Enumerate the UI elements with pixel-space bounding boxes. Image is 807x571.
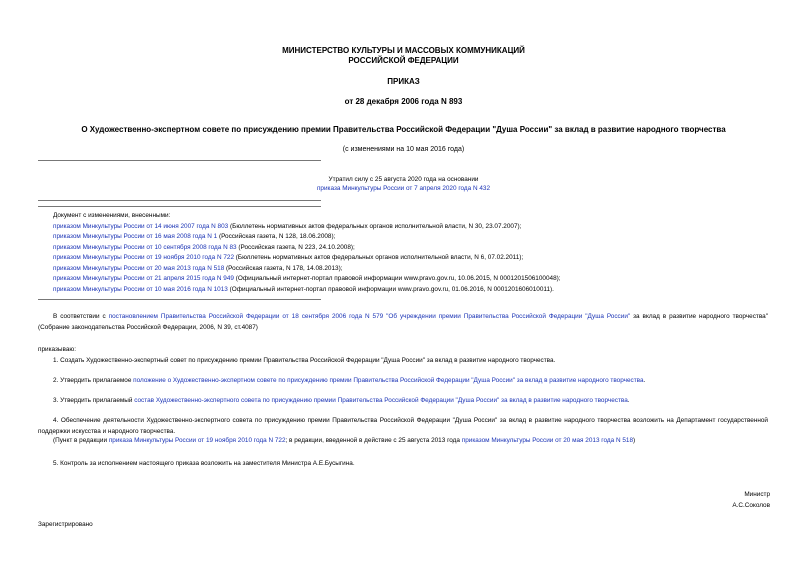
- doc-type: ПРИКАЗ: [387, 77, 420, 86]
- amendment-source: (Российская газета, N 128, 18.06.2008);: [217, 233, 336, 240]
- ministry-line-1: МИНИСТЕРСТВО КУЛЬТУРЫ И МАССОВЫХ КОММУНИКАЦИЙ: [282, 46, 525, 55]
- amendment-item: [53, 222, 521, 233]
- amendment-link[interactable]: приказом Минкультуры России от 16 мая 2008 года N 1: [53, 233, 218, 240]
- amendment-source: (Официальный интернет-портал правовой информации www.pravo.gov.ru, 10.06.2015, N 0001201506100048);: [233, 275, 561, 282]
- point-4: 4. Обеспечение деятельности Художественно-экспертного совета по присуждению премии Правительства Российской Федерации "Душа России" за вклад в развитие народного творчества возложить на Департамент государственной поддержки искусства и народного творчества.: [38, 417, 768, 435]
- note-text: ; в редакции, введенной в действие с 25 августа 2013 года: [285, 437, 462, 444]
- amendment-source: (Российская газета, N 223, 24.10.2008);: [236, 243, 355, 251]
- preamble-text: В соответствии с: [53, 313, 109, 320]
- amendments-intro: Документ с изменениями, внесенными:: [53, 212, 171, 219]
- divider: [38, 299, 321, 300]
- amendment-link[interactable]: приказом Минкультуры России от 10 сентября 2008 года N 83: [53, 243, 237, 251]
- note-text: (Пункт в редакции: [53, 437, 109, 444]
- amendment-item: [53, 243, 355, 254]
- amendment-item: [53, 264, 343, 275]
- amendment-item: [53, 274, 561, 285]
- divider: [38, 160, 321, 161]
- amendment-link[interactable]: приказом Минкультуры России от 19 ноября 2010 года N 722: [53, 254, 235, 261]
- amendment-source: (Официальный интернет-портал правовой информации www.pravo.gov.ru, 01.06.2016, N 0001201606010011).: [227, 285, 554, 293]
- council-composition-link[interactable]: состав Художественно-экспертного совета по присуждению премии Правительства Российской Федерации "Душа России" за вклад в развитие народного творчества: [134, 397, 628, 404]
- point-text: .: [643, 377, 646, 384]
- point-1: 1. Создать Художественно-экспертный совет по присуждению премии Правительства Российской Федерации "Душа России" за вклад в развитие народного творчества.: [53, 357, 556, 364]
- doc-date: от 28 декабря 2006 года N 893: [344, 97, 463, 106]
- point-text: 2. Утвердить прилагаемое: [53, 377, 134, 384]
- preamble-text: за вклад в развитие народного творчества" (Собрание законодательства Российской Федерации, 2006, N 39, ст.4087): [38, 313, 768, 331]
- government-decree-link[interactable]: постановлением Правительства Российской Федерации от 18 сентября 2006 года N 579 "Об учреждении премии Правительства Российской Федерации "Душа России": [108, 313, 631, 320]
- divider: [38, 206, 321, 207]
- amendment-link[interactable]: приказом Минкультуры России от 20 мая 2013 года N 518: [461, 437, 634, 444]
- amendment-link[interactable]: приказа Минкультуры России от 19 ноября 2010 года N 722: [108, 437, 286, 444]
- point-4-note: [53, 436, 635, 447]
- status-link[interactable]: [0, 184, 807, 195]
- regulation-link[interactable]: положение о Художественно-экспертном совете по присуждению премии Правительства Российской Федерации "Душа России" за вклад в развитие народного творчества: [133, 377, 644, 384]
- amendment-link[interactable]: приказом Минкультуры России от 21 апреля 2015 года N 949: [53, 275, 234, 282]
- point-2: [53, 376, 645, 387]
- amendment-link[interactable]: приказом Минкультуры России от 10 мая 2016 года N 1013: [53, 285, 228, 293]
- edition-note: (с изменениями на 10 мая 2016 года): [342, 146, 465, 153]
- preamble: [38, 312, 768, 333]
- amendment-source: (Бюллетень нормативных актов федеральных органов исполнительной власти, N 6, 07.02.2011);: [234, 254, 524, 261]
- doc-title: О Художественно-экспертном совете по присуждению премии Правительства Российской Федерации "Душа России" за вклад в развитие народного творчества: [81, 125, 726, 134]
- registered-label: Зарегистрировано: [38, 521, 93, 528]
- point-3: [53, 396, 630, 407]
- order-word: приказываю:: [38, 346, 76, 353]
- signature-position: Министр: [744, 491, 770, 498]
- point-text: .: [627, 397, 630, 404]
- note-text: ): [633, 437, 636, 444]
- amendment-link[interactable]: приказом Минкультуры России от 20 мая 2013 года N 518: [53, 264, 225, 272]
- amendment-item: [53, 253, 523, 264]
- ministry-line-2: РОССИЙСКОЙ ФЕДЕРАЦИИ: [348, 56, 459, 65]
- repeal-order-link[interactable]: приказа Минкультуры России от 7 апреля 2020 года N 432: [316, 185, 491, 192]
- amendment-link[interactable]: приказом Минкультуры России от 14 июня 2007 года N 803: [53, 222, 229, 230]
- amendment-source: (Бюллетень нормативных актов федеральных органов исполнительной власти, N 30, 23.07.2007);: [228, 222, 522, 230]
- status-text: Утратил силу с 25 августа 2020 года на основании: [328, 176, 479, 183]
- signature-name: А.С.Соколов: [732, 502, 770, 509]
- point-text: 3. Утвердить прилагаемый: [53, 397, 135, 404]
- divider: [38, 200, 321, 201]
- amendment-source: (Российская газета, N 178, 14.08.2013);: [224, 264, 343, 272]
- amendment-item: [53, 232, 335, 243]
- point-5: 5. Контроль за исполнением настоящего приказа возложить на заместителя Министра А.Е.Бусыгина.: [53, 460, 355, 467]
- amendment-item: [53, 285, 554, 296]
